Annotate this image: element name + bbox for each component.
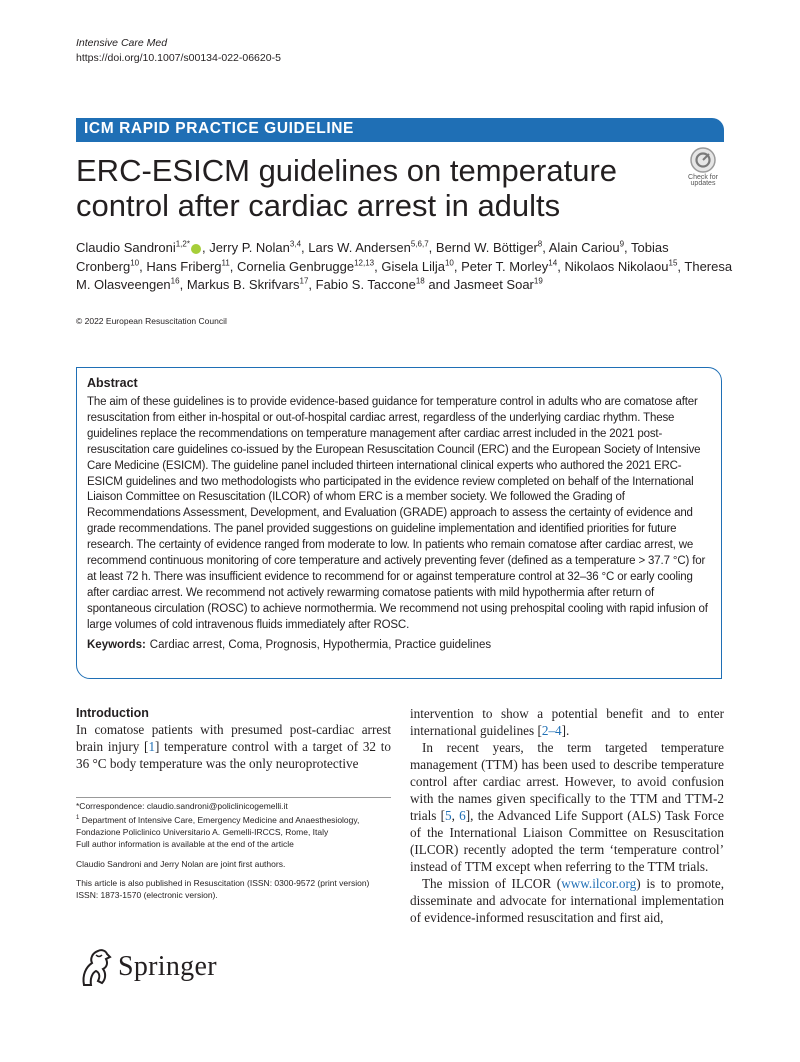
author-affiliation-sup: 19 xyxy=(533,276,543,286)
author-affiliation-sup: 15 xyxy=(668,258,678,268)
intro-paragraph-2: In recent years, the term targeted temperature management (TTM) has been used to describe temperature control after cardiac arrest. However, to avoid confusion with the names given specifically to the TTM and TTM-2 trials [5, 6], the Advanced Life Support (ALS) Task Force of the International Liaison Committee on Resuscitation (ILCOR) recently adopted the term ‘temperature control’ instead of TTM except when referring to the TTM trials. xyxy=(410,740,724,874)
publisher-logo xyxy=(76,945,226,989)
keywords xyxy=(87,637,711,653)
left-column xyxy=(76,705,391,772)
journal-header xyxy=(76,36,281,66)
keywords-label: Keywords: xyxy=(87,638,146,651)
correspondence: *Correspondence: claudio.sandroni@policlinicogemelli.it xyxy=(76,801,288,811)
author-name[interactable]: Alain Cariou xyxy=(548,240,620,255)
author-name[interactable]: Jasmeet Soar xyxy=(453,277,534,292)
article-type-banner xyxy=(76,118,724,142)
right-column xyxy=(410,705,724,926)
author-affiliation-sup: 10 xyxy=(130,258,140,268)
check-for-updates-badge[interactable] xyxy=(682,146,724,188)
reference-link[interactable]: 2–4 xyxy=(541,723,562,738)
author-name[interactable]: Nikolaos Nikolaou xyxy=(564,258,669,274)
author-name[interactable]: Cornelia Genbrugge xyxy=(237,258,355,274)
author-affiliation-sup: 17 xyxy=(299,276,309,286)
reference-link[interactable]: 5 xyxy=(445,808,452,823)
abstract-heading: Abstract xyxy=(87,376,138,390)
author-name[interactable]: Markus B. Skrifvars xyxy=(186,277,300,292)
author-affiliation-sup: 16 xyxy=(170,276,180,286)
article-type-label: ICM RAPID PRACTICE GUIDELINE xyxy=(84,120,354,137)
full-author-info: Full author information is available at the end of the article xyxy=(76,839,294,850)
author-name[interactable]: Claudio Sandroni xyxy=(76,240,176,255)
author-affiliation-sup: 12,13 xyxy=(354,258,375,268)
author-name[interactable]: Jerry P. Nolan xyxy=(209,240,290,255)
doi-link[interactable]: https://doi.org/10.1007/s00134-022-06620-5 xyxy=(76,52,281,64)
author-name[interactable]: Peter T. Morley xyxy=(461,258,549,274)
publisher-name: Springer xyxy=(118,951,217,982)
springer-horse-icon xyxy=(76,945,116,989)
author-list: Claudio Sandroni$^{1,2*}$ , Jerry P. Nolan$^{3,4}$, Lars W. Andersen$^{5,6,7}$, Bernd W. Böttiger$^8$, Alain Cariou$^9$, Tobias Cronberg$^{10}$, Hans Friberg$^{11}$, Cornelia Genbrugge$^{12,13}$, Gisela Lilja$^{10}$, Peter T. Morley$^{14}$, Nikolaos Nikolaou$^{15}$, Theresa M. Olasveengen$^{16}$, Markus B. Skrifvars$^{17}$, Fabio S. Taccone$^{18}$ and Jasmeet Soar$^{19}$ xyxy=(76,239,733,292)
author-name[interactable]: Hans Friberg xyxy=(146,258,222,274)
author-affiliation-sup: 8 xyxy=(537,239,543,249)
reference-link[interactable]: 1 xyxy=(148,739,156,754)
affiliation: $^1$ Department of Intensive Care, Emergency Medicine and Anaesthesiology, Fondazione Policlinico Universitario A. Gemelli-IRCCS, Rome, Italy xyxy=(76,815,360,838)
introduction-heading: Introduction xyxy=(76,706,149,720)
keywords-list: Cardiac arrest, Coma, Prognosis, Hypothermia, Practice guidelines xyxy=(149,638,492,651)
reference-link[interactable]: 6 xyxy=(459,808,466,823)
author-affiliation-sup: 1,2* xyxy=(175,239,190,249)
author-affiliation-sup: 5,6,7 xyxy=(410,239,429,249)
author-name[interactable]: Lars W. Andersen xyxy=(308,240,411,255)
joint-authors-note: Claudio Sandroni and Jerry Nolan are joint first authors. xyxy=(76,858,286,869)
author-affiliation-sup: 18 xyxy=(415,276,425,286)
author-affiliation-sup: 11 xyxy=(221,258,230,268)
ilcor-link[interactable]: www.ilcor.org xyxy=(561,876,637,891)
author-name[interactable]: Gisela Lilja xyxy=(381,258,445,274)
footnotes xyxy=(76,797,391,901)
author-name[interactable]: Fabio S. Taccone xyxy=(315,277,416,292)
check-updates-label-1: Check for xyxy=(688,174,718,181)
author-name[interactable]: Bernd W. Böttiger xyxy=(435,240,538,255)
author-affiliation-sup: 14 xyxy=(548,258,558,268)
publication-note: This article is also published in Resuscitation (ISSN: 0300-9572 (print version) ISSN: 1873-1570 (electronic version). xyxy=(76,877,370,901)
article-title: ERC-ESICM guidelines on temperature control after cardiac arrest in adults xyxy=(76,153,618,223)
orcid-icon[interactable] xyxy=(191,244,201,254)
intro-paragraph-continued: intervention to show a potential benefit and to enter international guidelines [2–4]. xyxy=(410,706,724,738)
author-name[interactable]: Tobias Cronberg xyxy=(76,240,669,274)
abstract-box xyxy=(76,367,722,679)
check-updates-label-2: updates xyxy=(690,180,716,187)
author-name[interactable]: Theresa M. Olasveengen xyxy=(76,258,733,292)
author-affiliation-sup: 10 xyxy=(444,258,454,268)
intro-paragraph-3: The mission of ILCOR (www.ilcor.org) is to promote, disseminate and advocate for international implementation of evidence-informed resuscitation and first aid, xyxy=(410,876,724,925)
journal-name: Intensive Care Med xyxy=(76,37,168,49)
check-updates-icon xyxy=(682,146,724,176)
copyright: © 2022 European Resuscitation Council xyxy=(76,316,227,326)
author-affiliation-sup: 3,4 xyxy=(289,239,302,249)
author-affiliation-sup: 9 xyxy=(619,239,625,249)
abstract-text: The aim of these guidelines is to provide evidence-based guidance for temperature control in adults who are comatose after resuscitation from either in-hospital or out-of-hospital cardiac arrest, regardless of the underlying cardiac rhythm. These guidelines replace the recommendations on temperature management after cardiac arrest included in the 2021 post-resuscitation care guidelines co-issued by the European Resuscitation Council (ERC) and the European Society of Intensive Care Medicine (ESICM). The guideline panel included thirteen international clinical experts who authored the 2021 ERC-ESICM guidelines and two methodologists who participated in the evidence review completed on behalf of the International Liaison Committee on Resuscitation (ILCOR) of whom ERC is a member society. We followed the Grading of Recommendations Assessment, Development, and Evaluation (GRADE) approach to assess the certainty of evidence and grade recommendations. The panel provided suggestions on guideline implementation and identified priorities for future research. The certainty of evidence ranged from moderate to low. In patients who remain comatose after cardiac arrest, we recommend continuous monitoring of core temperature and actively preventing fever (defined as a temperature > 37.7 °C) for at least 72 h. There was insufficient evidence to recommend for or against temperature control at 32–36 °C or early cooling after cardiac arrest. We recommend not actively rewarming comatose patients with mild hypothermia after return of spontaneous circulation (ROSC) to achieve normothermia. We recommend not using prehospital cooling with rapid infusion of large volumes of cold intravenous fluids immediately after ROSC. xyxy=(87,396,708,631)
intro-paragraph-1: In comatose patients with presumed post-cardiac arrest brain injury [1] temperature control with a target of 32 to 36 °C body temperature was the only neuroprotective xyxy=(76,722,391,771)
